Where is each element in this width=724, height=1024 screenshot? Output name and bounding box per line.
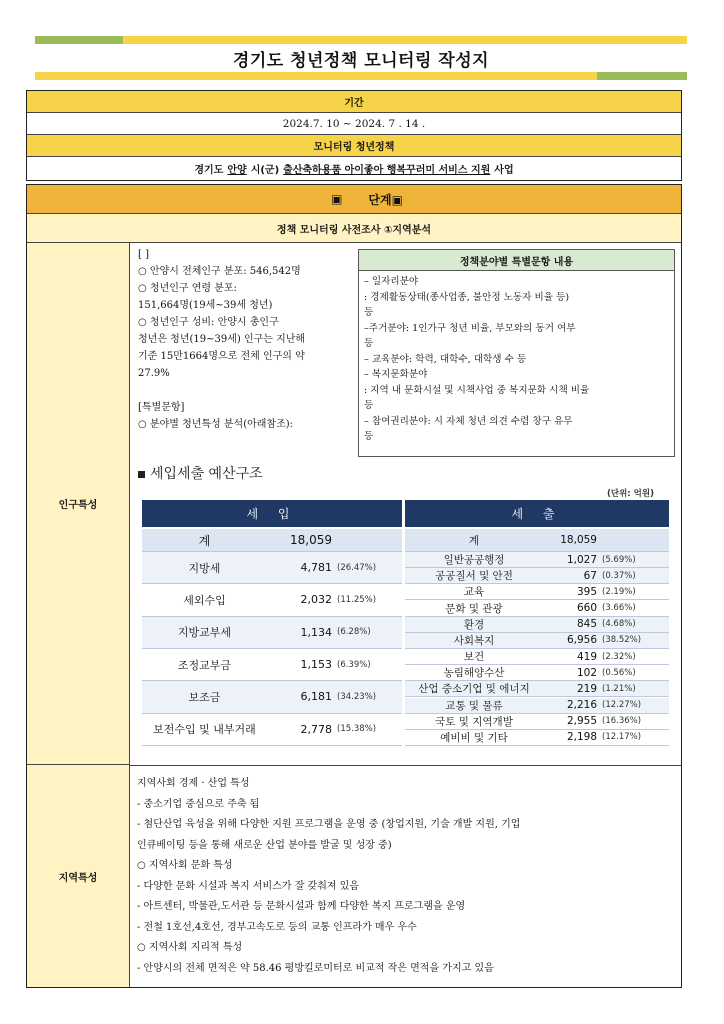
stripe-yellow-segment xyxy=(123,36,687,44)
population-text xyxy=(138,246,363,433)
pop-line: 기준 15만1664명으로 전체 인구의 약 xyxy=(138,351,305,362)
region-text xyxy=(137,774,677,979)
revenue-total-row xyxy=(142,529,402,552)
special-line: – 일자리분야 xyxy=(364,276,419,287)
revenue-row-value: 2,778 xyxy=(300,722,332,736)
expense-row xyxy=(405,665,669,681)
revenue-row-value: 6,181 xyxy=(300,690,332,704)
revenue-row-value: 1,153 xyxy=(300,658,332,672)
pop-line: ○ 청년인구 성비: 안양시 총인구 xyxy=(138,317,279,328)
budget-title xyxy=(138,463,263,483)
budget-table xyxy=(142,500,669,746)
expense-row-name: 산업 중소기업 및 에너지 xyxy=(418,683,530,696)
expense-row-value: 2,955 xyxy=(566,715,597,728)
expense-row-pct: (38.52%) xyxy=(602,635,642,646)
special-items-body xyxy=(359,271,674,448)
section-divider xyxy=(130,765,681,766)
expense-row-name: 농림해양수산 xyxy=(443,667,505,680)
expense-row xyxy=(405,601,669,617)
revenue-row-pct: (6.39%) xyxy=(337,659,371,670)
revenue-row xyxy=(142,681,402,713)
pop-line: 27.9% xyxy=(138,368,170,379)
biz-city: 안양 xyxy=(227,165,247,176)
biz-prefix: 경기도 xyxy=(194,165,224,176)
stage-subtitle: 정책 모니터링 사전조사 ①지역분석 xyxy=(27,214,681,243)
special-line: – 교육분야: 학력, 대학수, 대학생 수 등 xyxy=(364,353,527,365)
expense-row xyxy=(405,617,669,633)
square-bullet-icon xyxy=(138,471,145,478)
expense-row xyxy=(405,552,669,568)
revenue-total-row-name: 계 xyxy=(198,533,211,548)
expense-row xyxy=(405,730,669,746)
region-section-label: 지역특성 xyxy=(27,765,130,987)
stripe-green-segment xyxy=(35,36,123,44)
special-line: : 지역 내 문화시설 및 시책사업 중 복지문화 시책 비율 xyxy=(364,384,590,396)
expense-row xyxy=(405,681,669,697)
stage-header xyxy=(27,185,681,214)
special-line: 등 xyxy=(364,307,374,318)
revenue-row-name: 지방교부세 xyxy=(177,626,232,640)
expense-row xyxy=(405,584,669,600)
expense-row-value: 6,956 xyxy=(566,634,597,647)
revenue-row-pct: (11.25%) xyxy=(337,594,377,605)
special-line: – 복지문화분야 xyxy=(364,369,428,380)
expense-row-name: 예비비 및 기타 xyxy=(440,731,508,744)
region-line: ○ 지역사회 지리적 특성 xyxy=(137,942,243,953)
expense-row-name: 교육 xyxy=(463,586,485,599)
policy-label: 모니터링 청년정책 xyxy=(27,135,681,157)
expense-row-value: 395 xyxy=(576,585,597,598)
revenue-row-pct: (34.23%) xyxy=(337,691,377,702)
expense-row-pct: (2.32%) xyxy=(602,651,636,662)
special-line: 등 xyxy=(364,431,374,442)
expense-row-name: 국토 및 지역개발 xyxy=(435,715,513,728)
expense-row-pct: (2.19%) xyxy=(602,586,636,597)
period-value: 2024.7. 10 ~ 2024. 7 . 14 . xyxy=(27,113,681,135)
expense-row-value: 845 xyxy=(576,618,597,631)
revenue-row-value: 2,032 xyxy=(300,593,332,607)
expense-row-pct: (12.27%) xyxy=(602,700,642,711)
expense-row-pct: (16.36%) xyxy=(602,716,642,727)
pop-line: [특별문항] xyxy=(138,402,185,413)
business-name-row xyxy=(27,157,681,180)
revenue-row-pct: (26.47%) xyxy=(337,562,377,573)
expense-row xyxy=(405,568,669,584)
stage-box-icon: ▣ xyxy=(331,192,343,206)
biz-city-suffix: 시(군) xyxy=(250,165,280,176)
expense-row-pct: (0.37%) xyxy=(602,570,636,581)
expense-row-name: 보건 xyxy=(463,651,485,664)
revenue-row-name: 조정교부금 xyxy=(177,658,232,672)
revenue-row xyxy=(142,649,402,681)
special-line: : 경제활동상태(종사업종, 불안정 노동자 비율 등) xyxy=(364,291,570,303)
revenue-row-name: 세외수입 xyxy=(183,593,226,607)
revenue-row-pct: (6.28%) xyxy=(337,627,371,638)
revenue-row xyxy=(142,552,402,584)
expense-row-pct: (5.69%) xyxy=(602,554,636,565)
expense-row-name: 사회복지 xyxy=(453,634,495,647)
stage-title: 단계▣ xyxy=(368,192,403,207)
revenue-row-value: 4,781 xyxy=(300,561,332,575)
revenue-total-row-value: 18,059 xyxy=(290,533,332,547)
pop-line: ○ 분야별 청년특성 분석(아래참조): xyxy=(138,419,294,430)
expense-row-value: 219 xyxy=(576,682,597,695)
revenue-row-name: 보전수입 및 내부거래 xyxy=(153,723,256,737)
expense-row xyxy=(405,698,669,714)
expense-row-value: 2,198 xyxy=(566,731,597,744)
expense-total-row xyxy=(405,529,669,552)
expense-row-pct: (4.68%) xyxy=(602,619,636,630)
revenue-row-pct: (15.38%) xyxy=(337,724,377,735)
region-line: - 첨단산업 육성을 위해 다양한 지원 프로그램을 운영 중 (창업지원, 기술 개발 지원, 기업 xyxy=(137,819,521,830)
region-line: ○ 지역사회 문화 특성 xyxy=(137,860,233,871)
region-line: 지역사회 경제 · 산업 특성 xyxy=(137,778,250,789)
stripe-yellow-segment xyxy=(35,72,597,80)
expense-row-value: 419 xyxy=(576,650,597,663)
revenue-row-value: 1,134 xyxy=(300,625,332,639)
expense-row-name: 문화 및 관광 xyxy=(445,602,503,615)
expense-row-pct: (1.21%) xyxy=(602,683,636,694)
special-line: 등 xyxy=(364,400,374,411)
period-label: 기간 xyxy=(27,91,681,113)
region-line: - 다양한 문화 시설과 복지 서비스가 잘 갖춰져 있음 xyxy=(137,880,360,892)
expense-total-row-value: 18,059 xyxy=(560,534,597,546)
population-section-label: 인구특성 xyxy=(27,243,130,765)
expense-row xyxy=(405,714,669,730)
stripe-green-segment xyxy=(597,72,687,80)
main-frame xyxy=(26,184,682,988)
pop-line xyxy=(138,382,363,399)
expense-row xyxy=(405,649,669,665)
expense-row-pct: (3.66%) xyxy=(602,603,636,614)
expense-row-name: 교통 및 물류 xyxy=(445,699,503,712)
expense-header: 세 출 xyxy=(405,500,669,527)
expense-row xyxy=(405,633,669,649)
expense-row-value: 1,027 xyxy=(566,553,597,566)
revenue-row-name: 지방세 xyxy=(188,561,221,575)
special-items-title: 정책분야별 특별문항 내용 xyxy=(359,250,674,271)
region-line: - 안양시의 전체 면적은 약 58.46 평방킬로미터로 비교적 작은 면적을 가지고 있음 xyxy=(137,962,494,974)
region-line: - 아트센터, 박물관,도서관 등 문화시설과 함께 다양한 복지 프로그램을 운영 xyxy=(137,901,466,912)
expense-row-pct: (12.17%) xyxy=(602,732,642,743)
special-items-box xyxy=(358,249,675,457)
biz-suffix: 사업 xyxy=(494,165,514,176)
revenue-row-name: 보조금 xyxy=(188,690,221,704)
region-line: 인큐베이팅 등을 통해 새로운 산업 분야를 발굴 및 성장 중) xyxy=(137,839,392,851)
title-top-stripe xyxy=(35,36,687,44)
expense-total-row-name: 계 xyxy=(468,534,480,547)
pop-line: ○ 안양시 전체인구 분포: 546,542명 xyxy=(138,266,301,277)
pop-line: 청년은 청년(19~39세) 인구는 지난해 xyxy=(138,334,306,345)
expense-row-value: 102 xyxy=(576,666,597,679)
special-line: – 참여권리분야: 시 자체 청년 의견 수렴 창구 유무 xyxy=(364,415,573,427)
pop-line: 151,664명(19세~39세 청년) xyxy=(138,300,273,311)
revenue-row xyxy=(142,617,402,649)
budget-title-text: 세입세출 예산구조 xyxy=(150,466,263,482)
title-bottom-stripe xyxy=(35,72,687,80)
expense-row-name: 일반공공행정 xyxy=(443,554,505,567)
expense-row-pct: (0.56%) xyxy=(602,667,636,678)
expense-row-value: 2,216 xyxy=(566,699,597,712)
budget-unit: (단위: 억원) xyxy=(607,489,654,499)
special-line: 등 xyxy=(364,338,374,349)
revenue-row xyxy=(142,714,402,746)
document-title: 경기도 청년정책 모니터링 작성지 xyxy=(232,51,490,71)
biz-name: 출산축하용품 아이좋아 행복꾸러미 서비스 지원 xyxy=(283,165,491,176)
expense-row-name: 공공질서 및 안전 xyxy=(435,570,513,583)
pop-line: [ ] xyxy=(138,249,149,260)
expense-row-value: 660 xyxy=(576,602,597,615)
revenue-header: 세 입 xyxy=(142,500,402,527)
region-line: - 전철 1호선,4호선, 경부고속도로 등의 교통 인프라가 매우 우수 xyxy=(137,921,417,933)
expense-row-name: 환경 xyxy=(463,618,485,631)
special-line: –주거분야: 1인가구 청년 비율, 부모와의 동거 여부 xyxy=(364,322,576,334)
expense-row-value: 67 xyxy=(583,569,597,582)
revenue-row xyxy=(142,584,402,616)
info-table xyxy=(26,90,682,181)
pop-line: ○ 청년인구 연령 분포: xyxy=(138,283,237,294)
region-line: - 중소기업 중심으로 주축 됨 xyxy=(137,798,260,810)
